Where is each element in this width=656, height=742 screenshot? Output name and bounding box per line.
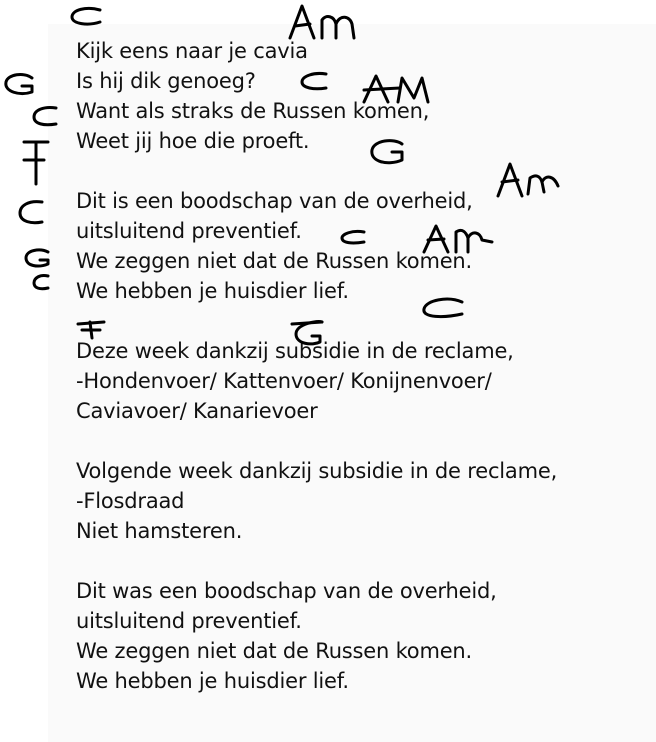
blank-line: [76, 156, 557, 186]
lyric-line: Volgende week dankzij subsidie in de reclame,: [76, 459, 558, 483]
chord-annotation: [66, 4, 106, 30]
chord-annotation: [286, 2, 372, 42]
lyric-line: Dit was een boodschap van de overheid,: [76, 579, 497, 603]
chord-annotation: [14, 198, 48, 228]
lyric-line: Niet hamsteren.: [76, 519, 243, 543]
lyric-line: Is hij dik genoeg?: [76, 69, 256, 93]
chord-annotation: [366, 136, 408, 168]
chord-annotation: [18, 138, 52, 188]
chord-annotation: [418, 296, 466, 322]
lyric-line: -Flosdraad: [76, 489, 185, 513]
lyric-line: Caviavoer/ Kanarievoer: [76, 399, 318, 423]
blank-line: [76, 546, 557, 576]
lyric-line: Weet jij hoe die proeft.: [76, 129, 310, 153]
lyric-line: We hebben je huisdier lief.: [76, 279, 349, 303]
lyric-line: We hebben je huisdier lief.: [76, 669, 349, 693]
lyric-line: We zeggen niet dat de Russen komen.: [76, 249, 473, 273]
lyric-line: Want als straks de Russen komen,: [76, 99, 430, 123]
lyrics-text: [76, 36, 557, 696]
chord-annotation: [2, 70, 38, 100]
lyric-line: Kijk eens naar je cavia: [76, 39, 308, 63]
lyric-line: Dit is een boodschap van de overheid,: [76, 189, 473, 213]
chord-annotation: [420, 222, 496, 256]
blank-line: [76, 426, 557, 456]
lyric-line: uitsluitend preventief.: [76, 609, 302, 633]
chord-annotation: [288, 318, 328, 350]
chord-annotation: [22, 246, 52, 274]
chord-annotation: [28, 104, 62, 130]
chord-annotation: [494, 160, 564, 200]
lyric-line: We zeggen niet dat de Russen komen.: [76, 639, 473, 663]
lyric-line: Deze week dankzij subsidie in de reclame,: [76, 339, 514, 363]
chord-annotation: [296, 70, 332, 94]
chord-annotation: [30, 272, 52, 294]
lyric-line: -Hondenvoer/ Kattenvoer/ Konijnenvoer/: [76, 369, 492, 393]
lyric-line: uitsluitend preventief.: [76, 219, 302, 243]
chord-annotation: [338, 228, 368, 248]
chord-annotation: [360, 72, 440, 106]
chord-annotation: [74, 318, 108, 340]
